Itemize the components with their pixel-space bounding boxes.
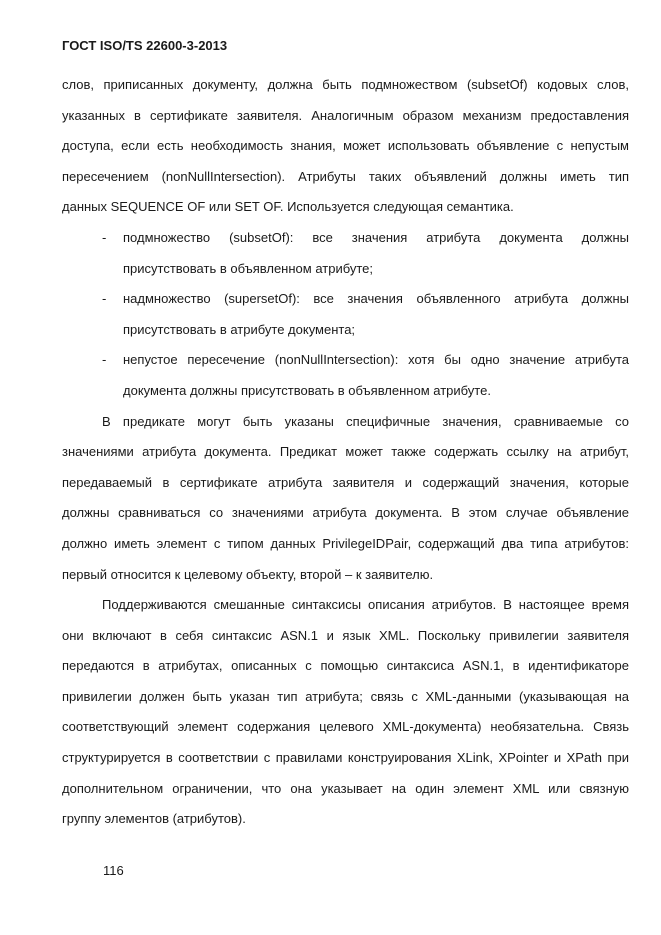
paragraph-line: они включают в себя синтаксис ASN.1 и язык XML. Поскольку привилегии заявителя xyxy=(62,627,629,643)
paragraph-line: значениями атрибута документа. Предикат может также содержать ссылку на атрибут, xyxy=(62,444,629,460)
list-item-continuation: присутствовать в атрибуте документа; xyxy=(123,321,356,337)
list-item-continuation: документа должны присутствовать в объявленном атрибуте. xyxy=(123,382,491,398)
paragraph-line: указанных в сертификате заявителя. Аналогичным образом механизм предоставления xyxy=(62,107,629,123)
paragraph-line: данных SEQUENCE OF или SET OF. Используется следующая семантика. xyxy=(62,199,514,215)
paragraph-line: слов, приписанных документу, должна быть подмножеством (subsetOf) кодовых слов, xyxy=(62,77,629,92)
list-item xyxy=(62,223,629,284)
paragraph-3 xyxy=(62,590,629,835)
list-item xyxy=(62,345,629,406)
paragraph-line: передаваемый в сертификате атрибута заявителя и содержащий значения, которые xyxy=(62,474,629,490)
list-dash: - xyxy=(102,291,107,307)
paragraph-line: дополнительном ограничении, что она указывает на один элемент XML или связную xyxy=(62,780,629,796)
paragraph-line: должно иметь элемент с типом данных PrivilegeIDPair, содержащий два типа атрибутов: xyxy=(62,535,629,551)
paragraph-line: Поддерживаются смешанные синтаксисы описания атрибутов. В настоящее время xyxy=(102,597,629,613)
paragraph-line: В предикате могут быть указаны специфичные значения, сравниваемые со xyxy=(102,413,629,429)
page-body xyxy=(62,70,629,835)
paragraph-1 xyxy=(62,70,629,223)
paragraph-line: группу элементов (атрибутов). xyxy=(62,811,246,827)
semantics-list xyxy=(62,223,629,407)
page-number: 116 xyxy=(103,863,124,878)
list-item xyxy=(62,284,629,345)
paragraph-line: первый относится к целевому объекту, второй – к заявителю. xyxy=(62,566,434,582)
list-item-text: надмножество (supersetOf): все значения объявленного атрибута должны xyxy=(123,291,629,307)
paragraph-line: соответствующий элемент содержания целевого XML-документа) необязательна. Связь xyxy=(62,719,629,735)
document-header: ГОСТ ISO/TS 22600-3-2013 xyxy=(62,38,228,53)
paragraph-line: должны сравниваться со значениями атрибута документа. В этом случае объявление xyxy=(62,505,629,521)
list-dash: - xyxy=(102,229,107,245)
list-dash: - xyxy=(102,352,107,368)
paragraph-line: пересечением (nonNullIntersection). Атрибуты таких объявлений должны иметь тип xyxy=(62,168,629,184)
paragraph-line: передаются в атрибутах, описанных с помощью синтаксиса ASN.1, в идентификаторе xyxy=(62,658,629,674)
paragraph-2 xyxy=(62,407,629,591)
paragraph-line: привилегии должен быть указан тип атрибута; связь с XML-данными (указывающая на xyxy=(62,688,629,704)
paragraph-line: доступа, если есть необходимость знания, может использовать объявление с непустым xyxy=(62,138,629,154)
list-item-text: непустое пересечение (nonNullIntersection): хотя бы одно значение атрибута xyxy=(123,352,629,368)
paragraph-line: структурируется в соответствии с правилами конструирования XLink, XPointer и XPath при xyxy=(62,750,629,766)
list-item-text: подмножество (subsetOf): все значения атрибута документа должны xyxy=(123,229,629,245)
list-item-continuation: присутствовать в объявленном атрибуте; xyxy=(123,260,374,276)
